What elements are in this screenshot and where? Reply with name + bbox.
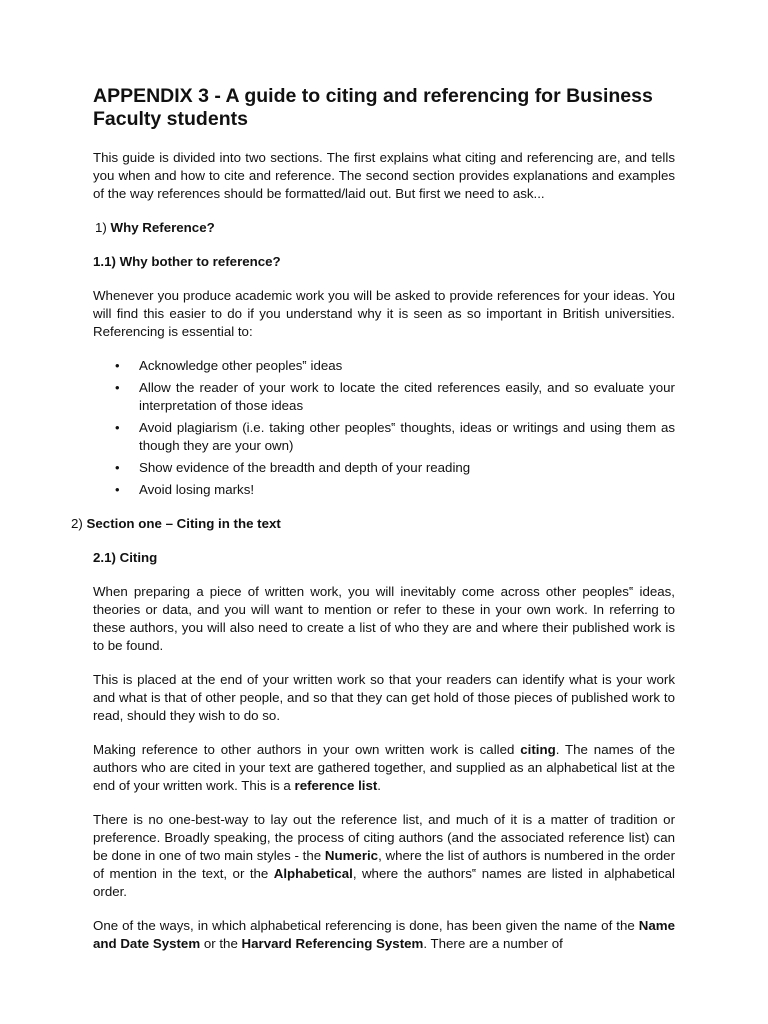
list-item-text: Show evidence of the breadth and depth of your reading [139, 460, 471, 475]
heading-number: 1) [95, 220, 107, 235]
heading-label: 1.1) Why bother to reference? [93, 254, 281, 269]
text-run: . There are a number of [423, 936, 563, 951]
heading-label: Section one – Citing in the text [86, 516, 281, 531]
citing-paragraph-4 [93, 811, 675, 901]
citing-paragraph-2: This is placed at the end of your written work so that your readers can identify what is your work and what is that of other people, and so that they can get hold of those pieces of published work to read, should they wish to do so. [93, 672, 675, 723]
term-numeric: Numeric [324, 848, 379, 863]
heading-number: 2) [71, 516, 83, 531]
bullet-icon: • [115, 358, 120, 373]
list-item [93, 481, 675, 499]
text-run: . The names of the authors who are cited in your text are gathered together, and supplied as an alphabetical list at the end of your written work. This is a [93, 742, 675, 793]
bullet-icon: • [115, 420, 120, 435]
list-item-text: Allow the reader of your work to locate the cited references easily, and so evaluate your interpretation of those ideas [139, 380, 675, 413]
heading-why-reference [93, 219, 675, 237]
term-reference-list: reference list [294, 778, 378, 793]
text-run: There is no one-best-way to lay out the reference list, and much of it is a matter of tradition or preference. Broadly speaking, the process of citing authors (and the associated reference list) can be done in one of two main styles - the [93, 812, 675, 863]
bullet-icon: • [115, 482, 120, 497]
text-run: or the [200, 936, 242, 951]
heading-label: Why Reference? [110, 220, 215, 235]
heading-citing [93, 549, 675, 567]
text-run: , where the list of authors is numbered in the order of mention in the text, or the [93, 848, 675, 881]
citing-paragraph-1: When preparing a piece of written work, you will inevitably come across other peoples‟ ideas, theories or data, and you will want to mention or refer to these in your own work. In referring to these authors, you will also need to create a list of who they are and where their published work is to be found. [93, 584, 675, 653]
term-alphabetical: Alphabetical [273, 866, 353, 881]
text-run: , where the authors‟ names are listed in alphabetical order. [93, 866, 675, 899]
bullet-icon: • [115, 380, 120, 395]
text-run: Making reference to other authors in your own written work is called [93, 742, 521, 757]
list-item [93, 459, 675, 477]
bullet-icon: • [115, 460, 120, 475]
list-item [93, 357, 675, 375]
term-citing: citing [520, 742, 556, 757]
reasons-list [93, 357, 675, 499]
citing-paragraph-5 [93, 917, 675, 953]
intro-paragraph: This guide is divided into two sections. The first explains what citing and referencing are, and tells you when and how to cite and reference. The second section provides explanations and examples of the way references should be formatted/laid out. But first we need to ask... [93, 150, 675, 201]
list-item-text: Avoid plagiarism (i.e. taking other peoples‟ thoughts, ideas or writings and using them as though they are your own) [139, 420, 675, 453]
list-item-text: Acknowledge other peoples‟ ideas [139, 358, 343, 373]
text-run: One of the ways, in which alphabetical referencing is done, has been given the name of the [93, 918, 639, 933]
heading-section-one [71, 515, 675, 533]
term-name-and-date-system: Name and Date System [93, 918, 675, 951]
list-item-text: Avoid losing marks! [139, 482, 255, 497]
list-item [93, 379, 675, 415]
citing-paragraph-3 [93, 741, 675, 795]
list-item [93, 419, 675, 455]
document-body [71, 85, 675, 969]
why-paragraph: Whenever you produce academic work you will be asked to provide references for your ideas. You will find this easier to do if you understand why it is seen as so important in British universities. Referencing is essential to: [93, 288, 675, 339]
heading-label: 2.1) Citing [93, 550, 158, 565]
page-title: APPENDIX 3 - A guide to citing and referencing for Business Faculty students [93, 85, 653, 130]
term-harvard-referencing-system: Harvard Referencing System [241, 936, 424, 951]
heading-why-bother [93, 253, 675, 271]
text-run: . [377, 778, 381, 793]
